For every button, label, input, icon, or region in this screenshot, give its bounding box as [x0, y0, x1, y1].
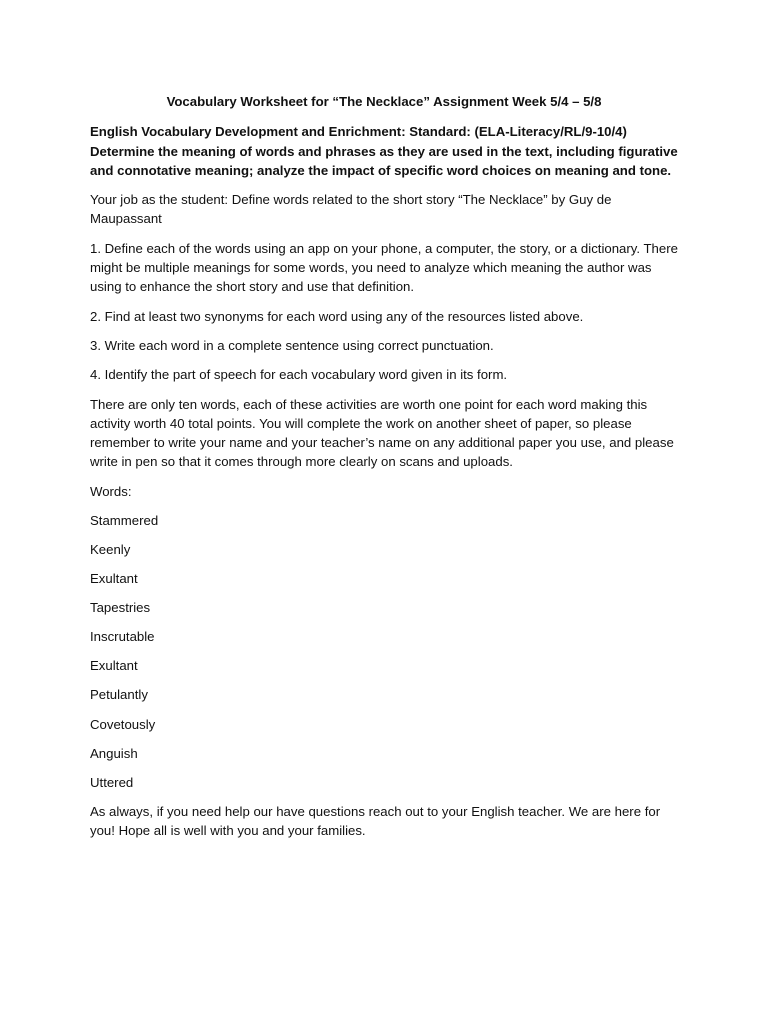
vocabulary-word: Exultant: [90, 571, 138, 587]
vocabulary-word: Tapestries: [90, 600, 151, 616]
vocabulary-word: Keenly: [90, 541, 131, 557]
vocabulary-word: Uttered: [90, 774, 134, 790]
standard-paragraph: English Vocabulary Development and Enrichment: Standard: (ELA-Literacy/RL/9-10/4) Determine the meaning of words and phrases as they are used in the text, including figurative and connotative meaning; analyze the impact of specific word choices on meaning and tone.: [90, 124, 678, 178]
step-3-paragraph: 3. Write each word in a complete sentence using correct punctuation.: [90, 337, 494, 353]
document-content: [90, 92, 678, 850]
step-1-paragraph: 1. Define each of the words using an app on your phone, a computer, the story, or a dictionary. There might be multiple meanings for some words, you need to analyze which meaning the author was using to enhance the short story and use that definition.: [90, 240, 678, 295]
vocabulary-word-list: [90, 511, 678, 792]
step-4-paragraph: 4. Identify the part of speech for each vocabulary word given in its form.: [90, 367, 508, 383]
points-paragraph: There are only ten words, each of these activities are worth one point for each word making this activity worth 40 total points. You will complete the work on another sheet of paper, so please remember to write your name and your teacher’s name on any additional paper you use, and please write in pen so that it comes through more clearly on scans and uploads.: [90, 396, 674, 470]
vocabulary-word: Covetously: [90, 716, 156, 732]
vocabulary-word: Inscrutable: [90, 629, 155, 645]
closing-paragraph: As always, if you need help our have questions reach out to your English teacher. We are here for you! Hope all is well with you and your families.: [90, 803, 661, 839]
vocabulary-word: Exultant: [90, 658, 138, 674]
words-label: Words:: [90, 483, 132, 499]
vocabulary-word: Anguish: [90, 745, 138, 761]
step-2-paragraph: 2. Find at least two synonyms for each word using any of the resources listed above.: [90, 308, 584, 324]
job-paragraph: Your job as the student: Define words related to the short story “The Necklace” by Guy de Maupassant: [90, 192, 612, 227]
vocabulary-word: Petulantly: [90, 687, 148, 703]
vocabulary-word: Stammered: [90, 512, 159, 528]
page-title: Vocabulary Worksheet for “The Necklace” Assignment Week 5/4 – 5/8: [166, 94, 602, 109]
